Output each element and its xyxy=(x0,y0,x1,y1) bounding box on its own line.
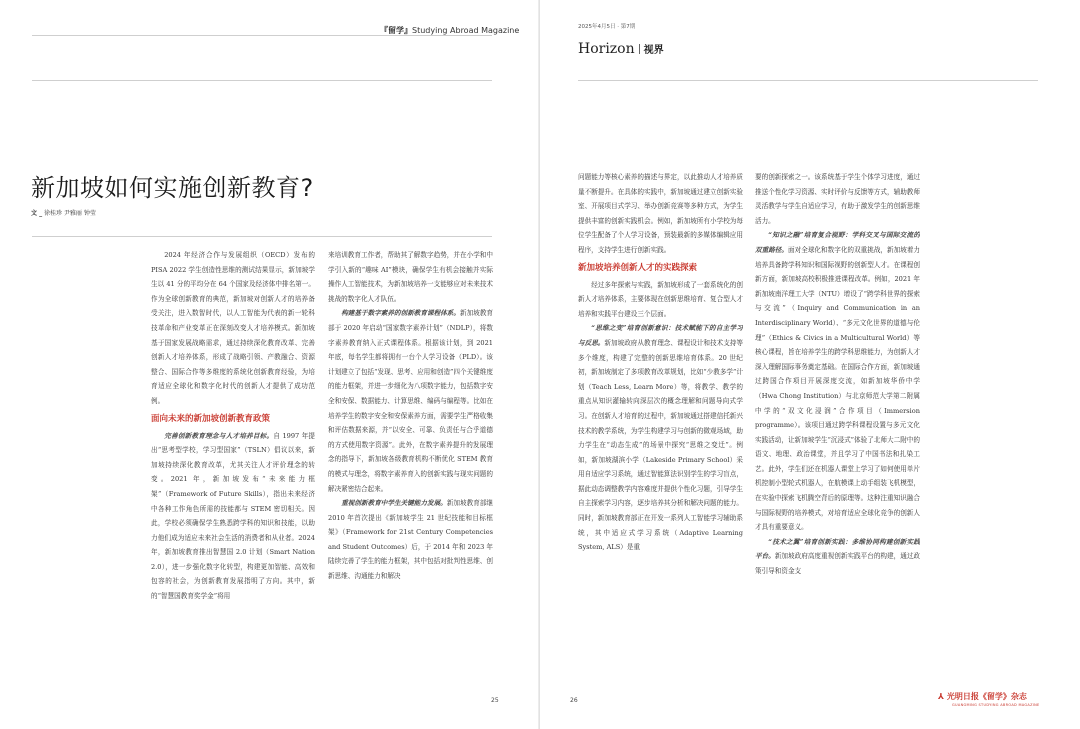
paragraph-body: 新加坡政府高度重视创新实践平台的构建，通过政策引导和资金支 xyxy=(755,552,920,576)
paragraph: 经过多年探索与实践，新加坡形成了一套系统化的创新人才培养体系，主要体现在创新思维培育、复合型人才培养和实践平台建设三个层面。 xyxy=(578,280,743,318)
article-title: 新加坡如何实施创新教育? xyxy=(31,174,314,202)
lead-phrase: 构建基于数字素养的创新教育课程体系。 xyxy=(341,309,461,318)
section-name-en: Horizon xyxy=(578,41,635,57)
paragraph xyxy=(328,306,493,496)
lead-phrase: “知识之融”培育复合视野：学科交叉与国际交流的双重路径。 xyxy=(755,231,920,254)
paragraph: 问题能力等核心素养的描述与界定，以此推动人才培养质量不断提升。在具体的实践中，新加坡通过建立创新实验室、开展项目式学习、举办创新竞赛等多种方式，为学生提供丰富的创新实践机会。例如，新加坡所有小学校为每位学生配备了个人学习设备，预装最新的多媒体编辑应用程序，支持学生进行创新实践。 xyxy=(578,173,743,254)
paragraph-body: 面对全球化和数字化的双重挑战，新加坡着力培养具备跨学科知识和国际视野的创新型人才。在课程创新方面，新加坡高校积极推进课程改革。例如，2021 年新加坡南洋理工大学（NTU）增设了“跨学科世界的探索与交流”（Inquiry and Communication in an Interdisciplinary World）、“多元文化世界的道德与伦理”（Ethics & Civics in a Multicultural World）等核心课程，旨在培养学生的跨学科思维能力，为创新人才深入理解国际事务奠定基础。在国际合作方面，新加坡通过跨国合作项目开展深度交流，如新加坡华侨中学（Hwa Chong Institution）与北京师范大学第二附属中学的“双文化浸润”合作项目（Immersion programme）。该项目通过跨学科课程设置与多元文化实践活动，让新加坡学生“沉浸式”体验了北师大二附中的语文、地理、政治课堂，并且学习了中国书法和扎染工艺。此外，学生们还在机器人课堂上学习了如何使用单片机控制小型轮式机器人，在航模课上动手组装飞机模型，在实验中探索飞机腾空背后的原理等。这种注重知识融合与国际视野的培养模式，对培育适应全球化竞争的创新人才具有重要意义。 xyxy=(755,245,920,532)
section-label xyxy=(578,38,664,57)
paragraph xyxy=(755,228,920,534)
text-column-3 xyxy=(578,170,743,688)
lead-phrase: “思维之变”培育创新意识：技术赋能下的自主学习与反思。 xyxy=(578,324,743,347)
text-column-4 xyxy=(755,170,920,688)
paragraph-body: 新加坡教育部于 2020 年启动“国家数字素养计划”（NDLP），将数字素养教育纳入正式课程体系。根据该计划，到 2021 年底，每名学生都将拥有一台个人学习设备（PLD）。该计划建立了包括“发现、思考、应用和创造”四个关键维度的能力框架，并进一步细化为八项数字能力，包括数字安全和安保、数据能力、计算思维、编码与编程等。比如在培养学生的数字安全和安保素养方面，需要学生严格收集和评估数据来源，并“以安全、可靠、负责任与合乎道德的方式使用数字资源”。此外，在数字素养提升的发展理念的指导下，新加坡各级教育机构不断优化 STEM 教育的模式与理念，将数字素养育入的创新实践与现实问题的解决紧密结合起来。 xyxy=(328,309,493,493)
magazine-logo: 『留学』 xyxy=(380,26,412,35)
paragraph: 来培训教育工作者，帮助其了解数字趋势，并在小学和中学引入新的“趣味 AI”模块，确保学生有机会接触并实际操作人工智能技术，为新加坡培养一支能够应对未来技术挑战的数字化人才队伍。 xyxy=(328,251,493,303)
section-heading: 面向未来的新加坡创新教育政策 xyxy=(151,413,271,424)
magazine-name xyxy=(380,25,519,36)
section-name-zh: 视界 xyxy=(643,45,664,56)
byline-authors: 徐桂珍 尹雅丽 钟莹 xyxy=(44,210,96,217)
lead-phrase: “技术之翼”培育创新实践：多维协同构建创新实践平台。 xyxy=(755,537,920,561)
paragraph: 要的创新探索之一。该系统基于学生个体学习进度，通过推送个性化学习资源、实时评价与反馈等方式，辅助教师灵活教学与学生自适应学习，有助于激发学生的创新思维活力。 xyxy=(755,173,920,225)
page-number: 25 xyxy=(491,697,499,704)
column-top-rule xyxy=(32,236,492,237)
lead-phrase: 重视创新教育中学生关键能力发展。 xyxy=(341,499,447,508)
text-column-2 xyxy=(328,248,493,688)
paragraph-body: 新加坡教育部继 2010 年首次提出《新加坡学生 21 世纪技能和目标框架》（Framework for 21st Century Competencies and Student Outcomes）后，于 2014 年和 2023 年陆续完善了学生的能力框架，其中包括对批判性思维、创新思维、沟通能力和解决 xyxy=(328,499,493,581)
section-heading: 新加坡培养创新人才的实践探索 xyxy=(578,262,698,273)
brand-subtitle: GUANGMING STUDYING ABROAD MAGAZINE xyxy=(952,703,1040,707)
paragraph xyxy=(328,496,493,584)
page-number: 26 xyxy=(570,697,578,704)
title-top-rule xyxy=(32,80,492,81)
text-column-1 xyxy=(151,248,315,688)
paragraph xyxy=(755,535,920,579)
lead-phrase: 完善创新教育理念与人才培养目标。 xyxy=(164,431,274,440)
byline-label: 文 _ xyxy=(31,210,43,217)
paragraph-body: 自 1997 年提出“思考型学校，学习型国家”（TSLN）倡议以来，新加坡持续深化教育改革，尤其关注人才评价理念的转变。2021 年，新加坡发布“未来能力框架”（Framework of Future Skills），指出未来经济中各种工作角色所需的技能都与 STEM 密切相关。因此，学校必须确保学生熟悉跨学科的知识和技能，以助力他们成为适应未来社会生活的消费者和从业者。2024 年，新加坡教育推出智慧国 2.0 计划（Smart Nation 2.0），进一步强化数字化转型，构建更加智能、高效和包容的社会，为创新教育发展指明了方向。其中，新的“智慧国教育奖学金”将用 xyxy=(151,431,315,601)
paragraph xyxy=(578,321,743,555)
brand-text: ⅄ 光明日报《留学》杂志 xyxy=(938,692,1027,701)
paragraph-body: 新加坡政府从教育理念、课程设计和技术支持等多个维度，构建了完整的创新思维培育体系。20 世纪初，新加坡制定了多项教育改革规划，比如“少教多学”计划（Teach Less, Learn More）等，将教学、教学的重点从知识灌输转向深层次的概念理解和问题导向式学习。在创新人才培育的过程中，新加坡通过搭建信托新兴技术的教学系统，为学生构建学习与创新的微观场域，助力学生在“动态生成”的场景中探究“思维之变迁”。例如，新加坡湖滨小学（Lakeside Primary School）采用自适应学习系统，通过智能算法识别学生的学习盲点，据此动态调整教学内容难度并提供个性化习题，引导学生自主探索学习内容，逐步培养其分析和解决问题的能力。同时，新加坡教育部正在开发一系列人工智能学习辅助系统，其中适应式学习系统（Adaptive Learning System, ALS）是重 xyxy=(578,338,743,552)
issue-date: 2025年4月5日 · 第7期 xyxy=(578,24,636,30)
paragraph xyxy=(151,429,315,604)
byline xyxy=(31,208,96,217)
section-divider xyxy=(639,44,640,54)
magazine-title: Studying Abroad Magazine xyxy=(412,26,520,35)
header-rule xyxy=(578,80,1038,81)
paragraph: 2024 年经济合作与发展组织（OECD）发布的 PISA 2022 学生创造性思维的测试结果显示，新加坡学生以 41 分的平均分在 64 个国家及经济体中排名第一。作为全球创新教育的典范，新加坡对创新人才的培养备受关注，进入数智时代，以人工智能为代表的新一轮科技革命和产业变革正在深刻改变人才培养模式。新加坡基于国家发展战略需求，通过持续深化教育改革、完善创新人才培养体系，形成了战略引领、产教融合、资源整合、国际合作等多维度的系统化创新教育经验，为培育适应全球化和数字化时代的创新人才提供了成功范例。 xyxy=(151,251,315,405)
right-page xyxy=(540,0,1080,729)
brand-logo xyxy=(938,684,1040,707)
